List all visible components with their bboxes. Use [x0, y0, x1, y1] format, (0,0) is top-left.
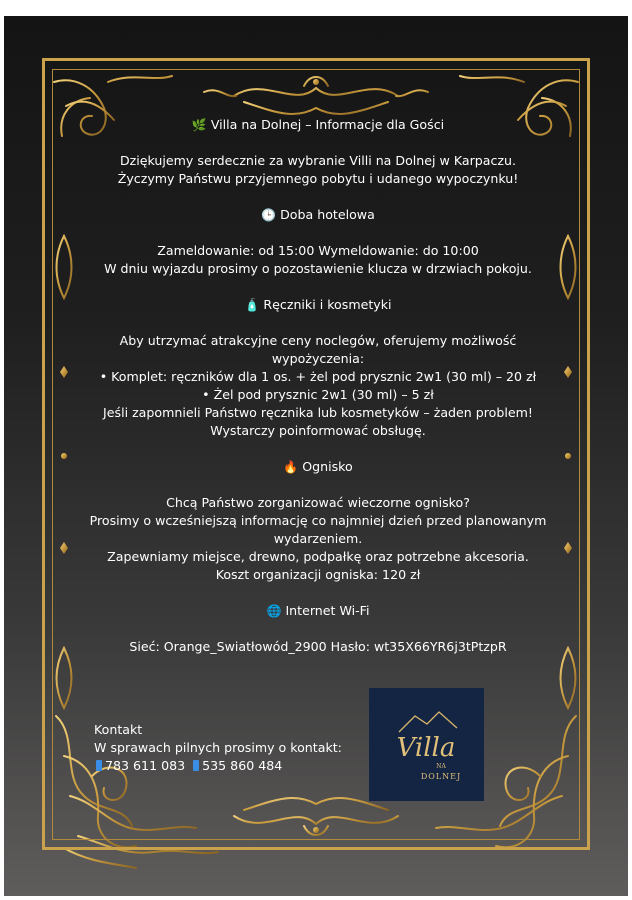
section-title-reczniki: 🧴 Ręczniki i kosmetyki	[244, 297, 392, 312]
towels-text: Aby utrzymać atrakcyjne ceny noclegów, oferujemy możliwość	[119, 333, 517, 348]
key-instruction: W dniu wyjazdu prosimy o pozostawienie klucza w drzwiach pokoju.	[104, 261, 532, 276]
phone-number[interactable]: 535 860 484	[202, 758, 283, 773]
bonfire-text: wydarzeniem.	[273, 531, 363, 546]
section-title-ognisko: 🔥 Ognisko	[283, 459, 353, 474]
section-title-doba: 🕒 Doba hotelowa	[261, 207, 375, 222]
towels-text: Jeśli zapomnieli Państwo ręcznika lub kosmetyków – żaden problem!	[103, 405, 533, 420]
guest-information	[82, 116, 554, 656]
logo-small: NA	[436, 763, 446, 770]
wifi-credentials: Sieć: Orange_Swiatłowód_2900 Hasło: wt35X66YR6j3tPtzpR	[129, 639, 507, 654]
logo-bottom: DOLNEJ	[420, 772, 462, 781]
section-title-wifi: 🌐 Internet Wi-Fi	[266, 603, 370, 618]
mobile-phone-icon	[96, 760, 102, 771]
title-text: Villa na Dolnej – Informacje dla Gości	[210, 117, 445, 132]
intro-line: Życzymy Państwu przyjemnego pobytu i udanego wypoczynku!	[117, 171, 519, 186]
globe-icon: 🌐	[266, 604, 282, 618]
checkin-times: Zameldowanie: od 15:00 Wymeldowanie: do 10:00	[157, 243, 479, 258]
bonfire-text: Prosimy o wcześniejszą informację co najmniej dzień przed planowanym	[89, 513, 547, 528]
fire-icon: 🔥	[283, 460, 299, 474]
intro-line: Dziękujemy serdecznie za wybranie Villi na Dolnej w Karpaczu.	[119, 153, 517, 168]
info-sheet	[4, 16, 628, 896]
contact-block	[94, 721, 342, 775]
contact-title: Kontakt	[94, 722, 143, 737]
mobile-phone-icon	[193, 760, 199, 771]
villa-logo	[369, 688, 484, 801]
clock-icon: 🕒	[261, 208, 277, 222]
lotion-bottle-icon: 🧴	[244, 298, 260, 312]
towels-text: Wystarczy poinformować obsługę.	[210, 423, 426, 438]
logo-script: Villa	[396, 733, 456, 763]
towels-set-price: • Komplet: ręczników dla 1 os. + żel pod prysznic 2w1 (30 ml) – 20 zł	[99, 369, 537, 384]
gel-price: • Żel pod prysznic 2w1 (30 ml) – 5 zł	[202, 387, 434, 402]
document-title	[82, 116, 554, 134]
bonfire-text: Chcą Państwo zorganizować wieczorne ognisko?	[166, 495, 470, 510]
phone-number[interactable]: 783 611 083	[105, 758, 186, 773]
bonfire-text: Zapewniamy miejsce, drewno, podpałkę oraz potrzebne akcesoria.	[107, 549, 529, 564]
herb-icon: 🌿	[191, 118, 207, 132]
towels-text: wypożyczenia:	[271, 351, 365, 366]
contact-text: W sprawach pilnych prosimy o kontakt:	[94, 740, 342, 755]
logo-graphic	[369, 688, 484, 801]
bonfire-price: Koszt organizacji ogniska: 120 zł	[215, 567, 421, 582]
